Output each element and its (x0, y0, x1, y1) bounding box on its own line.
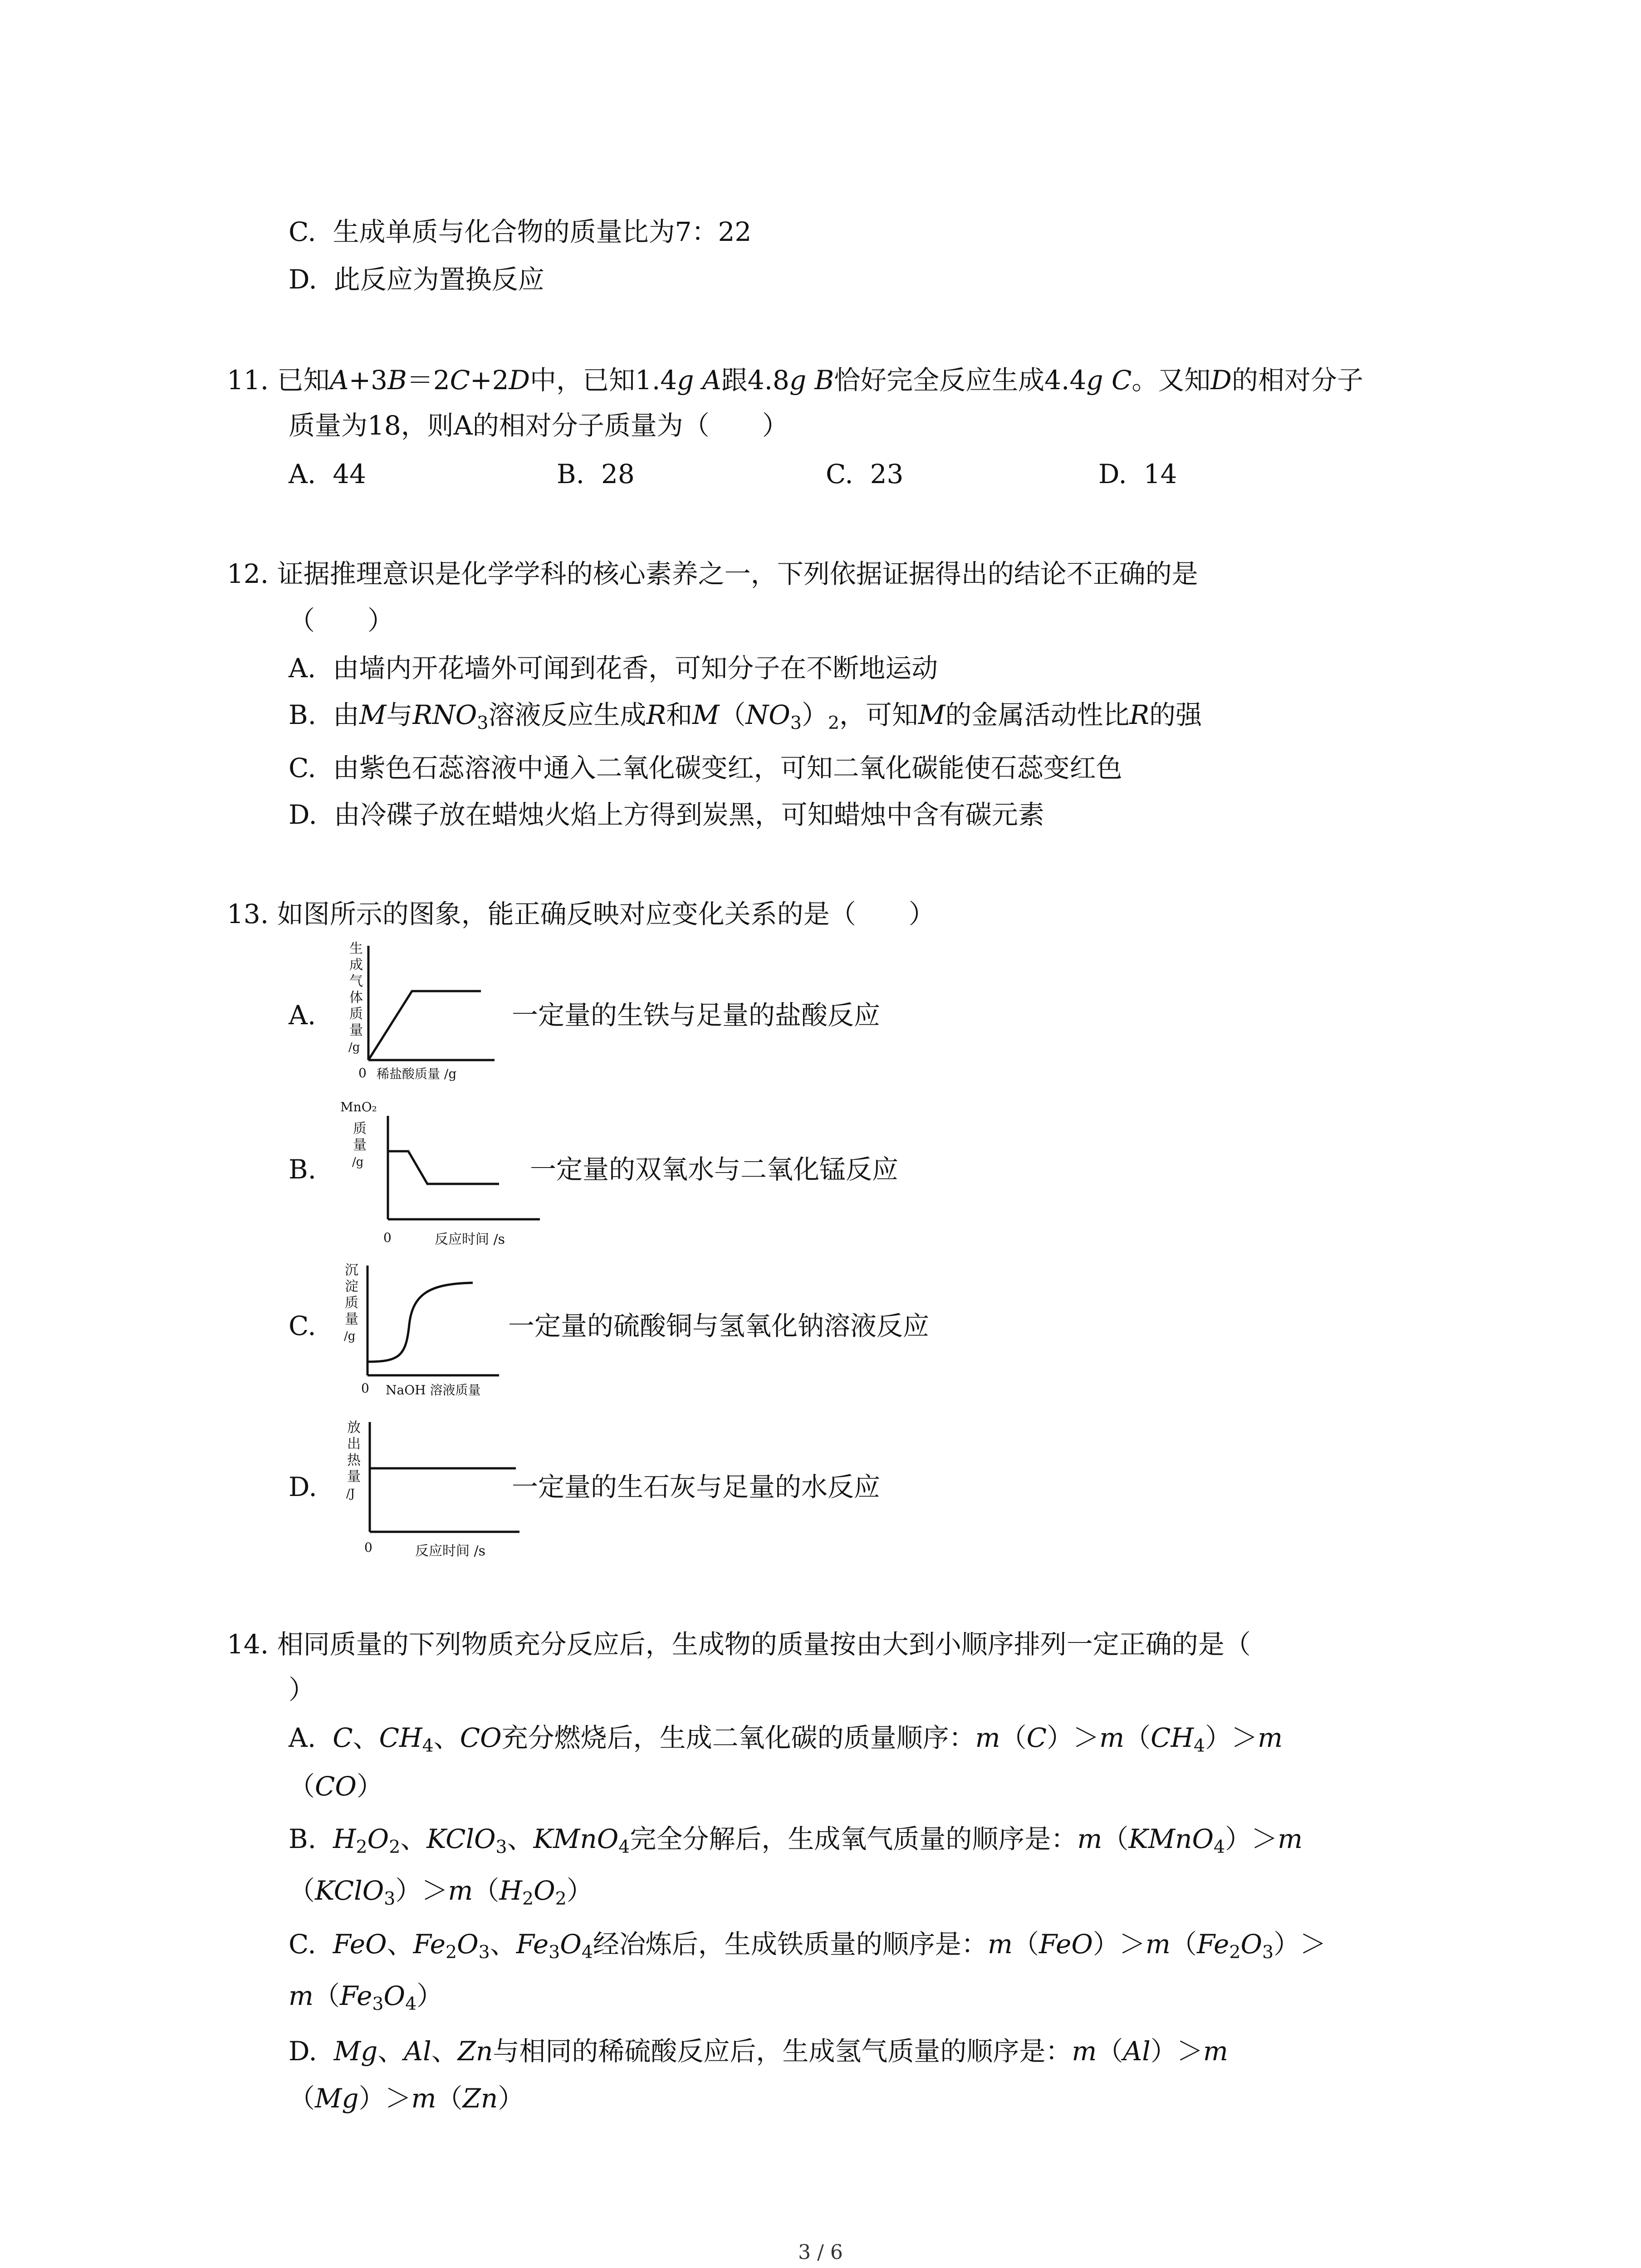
q14-option-a-line1: A. C、$CH_4$、CO充分燃烧后，生成二氧化碳的质量顺序：$m(C)>m(CH_4)>m$ (289, 1722, 1283, 1757)
q12-stem-line1 (227, 557, 1198, 591)
graph-d-ylabel-4: /J (346, 1487, 355, 1501)
graph-c-ylabel-1: 淀 (345, 1279, 358, 1295)
graph-a-ylabel-6: /g (348, 1041, 360, 1054)
graph-b-ylabel-2: /g (352, 1155, 364, 1169)
q11-number: 11. (227, 365, 269, 396)
graph-a-ylabel-1: 成 (349, 957, 363, 973)
q14-option-d-label: D. (289, 2036, 317, 2067)
q14-stem-line1 (227, 1627, 1251, 1662)
q13-graph-d-caption: 一定量的生石灰与足量的水反应 (512, 1471, 881, 1502)
q11-option-b-label: B. (557, 459, 585, 489)
q11-stem-line2: 质量为18，则A的相对分子质量为（ ） (289, 410, 789, 441)
graph-d-origin: 0 (364, 1540, 372, 1555)
q12-number: 12. (227, 558, 269, 589)
q11-option-c-text: 23 (870, 459, 904, 489)
q13-graph-c (331, 1256, 522, 1406)
q10-option-d-label: D. (289, 264, 317, 295)
q13-graph-a-caption: 一定量的生铁与足量的盐酸反应 (512, 1000, 881, 1031)
q13-graph-a (331, 941, 513, 1105)
graph-a-origin: 0 (358, 1066, 367, 1080)
graph-b-ylabel-1: 量 (353, 1137, 367, 1153)
graph-a-ylabel-4: 质 (349, 1006, 363, 1022)
graph-a-ylabel-0: 生 (349, 941, 363, 957)
q10-option-d (289, 262, 544, 297)
q14-option-b-line1: B. $H_2O_2$、KClO$_3$、KMnO$_4$完全分解后，生成氧气质量的顺序是：m（KMnO$_4$）＞m (289, 1823, 1303, 1858)
q13-graph-a-label: A. (289, 1000, 316, 1031)
q11-option-c-label: C. (826, 459, 853, 489)
graph-c-xlabel: NaOH 溶液质量 (386, 1383, 481, 1398)
graph-b-xlabel: 反应时间 /s (435, 1232, 505, 1247)
q12-option-b-label: B. (289, 699, 317, 730)
q12-stem-text: 证据推理意识是化学学科的核心素养之一，下列依据证据得出的结论不正确的是 (277, 558, 1198, 589)
q13-stem (227, 897, 935, 931)
q11-stem-line1: 11. 已知A+3B＝2C+2D中，已知1.4g A跟4.8g B恰好完全反应生成4.4g C。又知D的相对分子 (227, 365, 1363, 396)
q14-stem-text: 相同质量的下列物质充分反应后，生成物的质量按由大到小顺序排列一定正确的是（ (277, 1629, 1251, 1660)
q14-option-c-line2: $m(Fe_3O_4)$ (289, 1980, 443, 2015)
q12-option-b: B. 由M与$RNO_3$溶液反应生成R和$M(NO_3)_2$，可知M的金属活动性比R的强 (289, 699, 1202, 734)
q14-option-c-label: C. (289, 1929, 316, 1960)
q11-option-d-label: D. (1098, 459, 1127, 489)
q10-option-c-label: C. (289, 216, 316, 247)
q14-number: 14. (227, 1629, 269, 1660)
q11-option-a-label: A. (289, 459, 316, 489)
q10-option-c (289, 215, 751, 249)
graph-d-ylabel-3: 量 (347, 1469, 361, 1485)
q14-option-a-line2: （CO） (289, 1771, 383, 1802)
q13-stem-text: 如图所示的图象，能正确反映对应变化关系的是（ ） (277, 899, 935, 929)
graph-c-ylabel-4: /g (344, 1330, 356, 1343)
graph-d-ylabel-0: 放 (347, 1420, 361, 1436)
graph-a-curve (368, 991, 481, 1060)
graph-a-ylabel-5: 量 (349, 1022, 363, 1038)
graph-a-xlabel: 稀盐酸质量 /g (377, 1066, 457, 1081)
q14-option-c-line1: C. FeO、$Fe_2O_3$、$Fe_3O_4$经冶炼后，生成铁质量的顺序是：$m(FeO)>m(Fe_2O_3)>$ (289, 1929, 1327, 1963)
q14-option-b-line2: $(KClO_3)>m(H_2O_2)$ (289, 1875, 593, 1910)
q14-option-d-line1: D. Mg、Al、Zn与相同的稀硫酸反应后，生成氢气质量的顺序是：m（Al）＞m (289, 2036, 1228, 2067)
q13-graph-d-label: D. (289, 1471, 317, 1502)
q11-option-c (826, 457, 903, 491)
graph-c-origin: 0 (361, 1381, 369, 1396)
q12-option-c (289, 751, 1122, 785)
q13-graph-b-caption: 一定量的双氧水与二氧化锰反应 (530, 1154, 899, 1185)
q11-option-a (289, 457, 366, 491)
q12-option-d (289, 797, 1044, 832)
q14-option-d-line2: （Mg）＞m（Zn） (289, 2083, 524, 2114)
q14-stem-line2: ） (289, 1674, 315, 1705)
q13-graph-b (327, 1098, 544, 1252)
graph-a-ylabel-3: 体 (349, 990, 363, 1006)
q12-stem-line2: （ ） (289, 605, 394, 636)
graph-d-ylabel-1: 出 (347, 1436, 361, 1452)
graph-c-ylabel-0: 沉 (345, 1262, 358, 1278)
q13-graph-b-label: B. (289, 1154, 317, 1185)
q11-option-b (557, 457, 635, 491)
q12-option-a (289, 651, 938, 685)
graph-c-ylabel-3: 量 (345, 1311, 358, 1327)
q14-option-b-label: B. (289, 1823, 317, 1854)
q12-option-c-text: 由紫色石蕊溶液中通入二氧化碳变红，可知二氧化碳能使石蕊变红色 (333, 753, 1122, 783)
q10-option-d-text: 此反应为置换反应 (333, 264, 544, 295)
graph-a-ylabel (348, 941, 363, 1054)
q12-option-a-label: A. (289, 653, 316, 684)
graph-c-curve (367, 1283, 473, 1362)
graph-b-curve (388, 1151, 499, 1184)
graph-b-ylabel-0: 质 (353, 1121, 367, 1137)
q11-option-d-text: 14 (1143, 459, 1177, 489)
q13-number: 13. (227, 899, 269, 929)
q12-option-a-text: 由墙内开花墙外可闻到花香，可知分子在不断地运动 (333, 653, 938, 684)
q12-option-c-label: C. (289, 753, 316, 783)
graph-c-ylabel-2: 质 (345, 1295, 358, 1311)
q14-option-a-label: A. (289, 1722, 316, 1753)
q13-graph-c-label: C. (289, 1310, 316, 1341)
graph-b-origin: 0 (383, 1230, 392, 1245)
q10-option-c-text: 生成单质与化合物的质量比为7：22 (333, 216, 752, 247)
q11-option-a-text: 44 (333, 459, 367, 489)
q13-graph-c-caption: 一定量的硫酸铜与氢氧化钠溶液反应 (508, 1310, 930, 1341)
q12-option-d-label: D. (289, 799, 317, 830)
page-number: 3 / 6 (798, 2241, 843, 2264)
q11-option-b-text: 28 (601, 459, 635, 489)
q11-option-d (1098, 457, 1177, 491)
graph-d-xlabel: 反应时间 /s (415, 1543, 486, 1559)
graph-d-ylabel-2: 热 (347, 1452, 361, 1468)
q12-option-d-text: 由冷碟子放在蜡烛火焰上方得到炭黑，可知蜡烛中含有碳元素 (333, 799, 1044, 830)
graph-a-ylabel-2: 气 (349, 973, 363, 989)
graph-b-ylabel-top: MnO₂ (340, 1100, 377, 1114)
